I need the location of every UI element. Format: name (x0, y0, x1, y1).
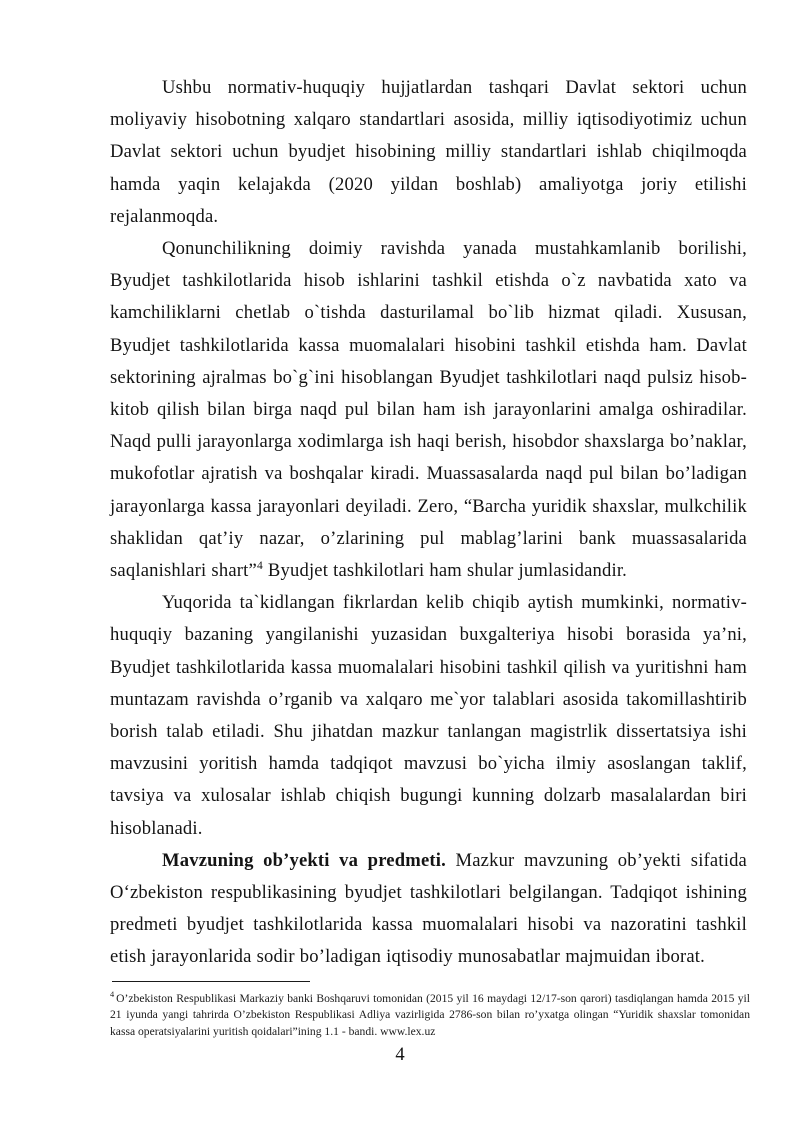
page-number: 4 (395, 1044, 405, 1065)
paragraph-2-text: Qonunchilikning doimiy ravishda yanada mustahkamlanib borilishi, Byudjet tashkilotlarida hisob ishlarini tashkil etishda o`z navbatida xato va kamchiliklarni chetlab o`tishda dasturilamal bo`lib hizmat qiladi. Xususan, Byudjet tashkilotlarida kassa muomalalari hisobini tashkil etishda ham. Davlat sektorining ajralmas bo`g`ini hisoblangan Byudjet tashkilotlari naqd pulsiz hisob-kitob qilish bilan birga naqd pul bilan ham ish jarayonlarini amalga oshiradilar. Naqd pulli jarayonlarga xodimlarga ish haqi berish, hisobdor shaxslarga bo’naklar, mukofotlar ajratish va boshqalar kiradi. Muassasalarda naqd pul bilan bo’ladigan jarayonlarga kassa jarayonlari deyiladi. Zero, “Barcha yuridik shaxslar, mulkchilik shaklidan qat’iy nazar, o’zlarining pul mablag’larini bank muassasalarida saqlanishlari shart” (110, 238, 747, 582)
footnote-block (110, 991, 750, 1040)
footnote-number: 4 (110, 990, 115, 1000)
paragraph-4 (110, 845, 747, 974)
body-text-column (110, 72, 747, 974)
footnote-reference-marker[interactable]: 4 (256, 559, 263, 572)
footnote-text: O’zbekiston Respublikasi Markaziy banki Boshqaruvi tomonidan (2015 yil 16 maydagi 12/17-son qarori) tasdiqlangan hamda 2015 yil 21 iyunda yangi tahrirda O’zbekiston Respublikasi Adliya vazirligida 2786-son bilan ro’yxatga olingan “Yuridik shaxslar tomonidan kassa operatsiyalarini yuritish qoidalari”ining 1.1 - bandi. www.lex.uz (110, 992, 750, 1038)
footnote-separator-rule (112, 981, 310, 982)
paragraph-1: Ushbu normativ-huquqiy hujjatlardan tashqari Davlat sektori uchun moliyaviy hisobotning xalqaro standartlari asosida, milliy iqtisodiyotimiz uchun Davlat sektori uchun byudjet hisobining milliy standartlari ishlab chiqilmoqda hamda yaqin kelajakda (2020 yildan boshlab) amaliyotga joriy etilishi rejalanmoqda. (110, 77, 747, 227)
paragraph-4-text: Mazkur mavzuning ob’yekti sifatida O‘zbekiston respublikasining byudjet tashkilotlari belgilangan. Tadqiqot ishining predmeti byudjet tashkilotlarida kassa muomalalari hisobi va nazoratini tashkil etish jarayonlarida sodir bo’ladigan iqtisodiy munosabatlar majmuidan iborat. (110, 849, 747, 968)
paragraph-4-bold-lead: Mavzuning ob’yekti va predmeti. (162, 849, 446, 871)
paragraph-2-text-after-marker: Byudjet tashkilotlari ham shular jumlasidandir. (262, 560, 628, 582)
paragraph-2 (110, 233, 747, 587)
paragraph-3: Yuqorida ta`kidlangan fikrlardan kelib chiqib aytish mumkinki, normativ-huquqiy bazaning yangilanishi yuzasidan buxgalteriya hisobi borasida ya’ni, Byudjet tashkilotlarida kassa muomalalari hisobini tashkil qilish va yuritishni ham muntazam ravishda o’rganib va xalqaro me`yor talablari asosida takomillashtirib borish talab etiladi. Shu jihatdan mazkur tanlangan magistrlik dissertatsiya ishi mavzusini yoritish hamda tadqiqot mavzusi bo`yicha ilmiy asoslangan taklif, tavsiya va xulosalar ishlab chiqish bugungi kunning dolzarb masalalardan biri hisoblanadi. (110, 592, 747, 839)
